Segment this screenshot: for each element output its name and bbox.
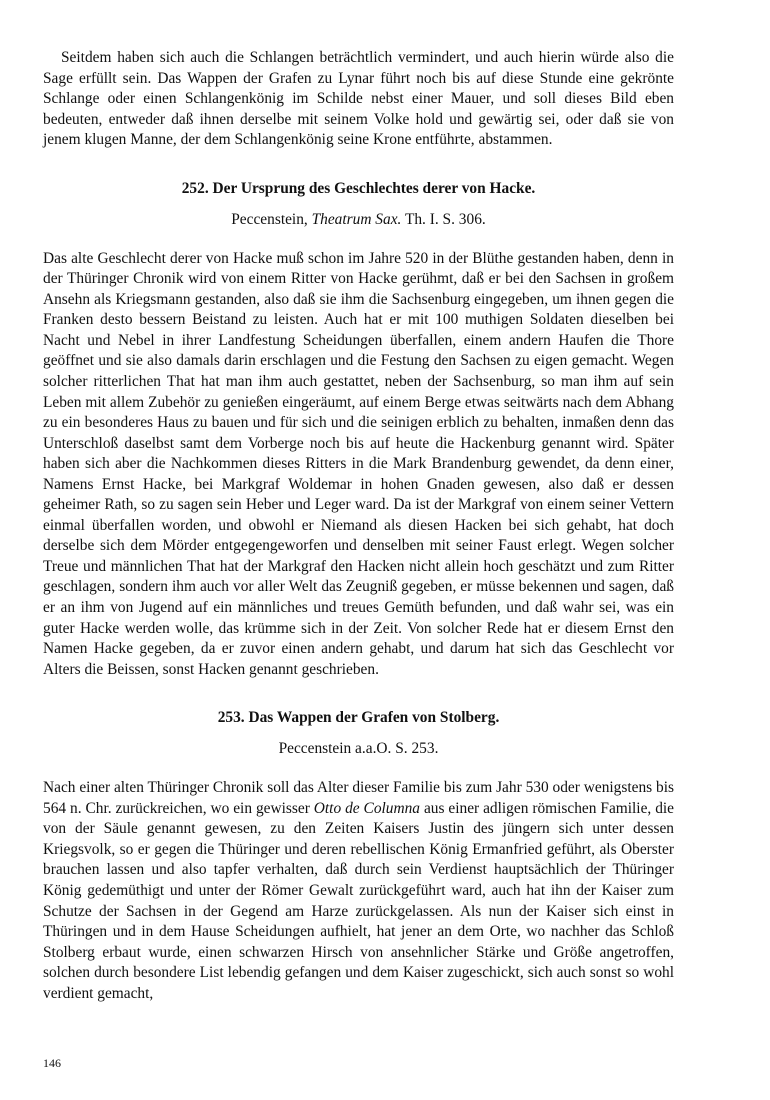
section-253-body-italic: Otto de Columna <box>313 799 420 817</box>
document-page <box>43 48 674 1004</box>
section-252-source-author: Peccenstein, <box>231 210 312 228</box>
section-253-body-part1: Nach einer alten Thüringer Chronik soll das Alter dieser Familie bis zum Jahr 530 oder wenigstens bis 564 n. Chr. zurückreichen, wo ein gewisser <box>43 779 674 817</box>
section-252-source-title: Theatrum Sax. <box>311 210 402 228</box>
section-253 <box>43 708 674 1004</box>
section-252-source <box>43 210 674 230</box>
section-253-body-part2: aus einer adligen römischen Familie, die von der Säule genannt gewesen, zu den Zeiten Kaisers Justin des jüngern sich unter dessen Kriegsvolk, so er gegen die Thüringer und deren rebellischen König Ermanfried geführt, als Oberster brauchen lassen und also tapfer verhalten, daß durch sein Verdienst hauptsächlich der Thüringer König gedemüthigt und unter der Römer Gewalt zurückgeführt ward, auch hat ihn der Kaiser zum Schutze der Sachsen in der Gegend am Harze zurückgelassen. Als nun der Kaiser sich einst in Thüringen und in dem Hause Scheidungen aufhielt, hat jener an dem Orte, wo nachher das Schloß Stolberg erbaut wurde, einen schwarzen Hirsch von ansehnlicher Stärke und Größe angetroffen, solchen durch besondere List lebendig gefangen und dem Kaiser zugeschickt, sich auch sonst so wohl verdient gemacht, <box>43 799 674 1002</box>
section-253-source: Peccenstein a.a.O. S. 253. <box>278 740 439 758</box>
page-number: 146 <box>43 1056 61 1070</box>
section-252-source-ref: Th. I. S. 306. <box>401 210 486 228</box>
intro-paragraph: Seitdem haben sich auch die Schlangen beträchtlich vermindert, und auch hierin würde also die Sage erfüllt sein. Das Wappen der Grafen zu Lynar führt noch bis auf diese Stunde eine gekrönte Schlange oder einen Schlangenkönig im Schilde nebst einer Mauer, und soll dieses Bild eben bedeuten, entweder daß ihnen derselbe mit seinem Volke hold und gewärtig sei, oder daß sie von jenem klugen Manne, der dem Schlangenkönig seine Krone entführte, abstammen. <box>43 49 674 149</box>
section-252 <box>43 179 674 680</box>
section-252-body: Das alte Geschlecht derer von Hacke muß schon im Jahre 520 in der Blüthe gestanden haben, denn in der Thüringer Chronik wird von einem Ritter von Hacke gerühmt, daß er bei den Sachsen in großem Ansehn als Kriegsmann gestanden, also daß sie ihm die Sachsenburg eingegeben, um ihnen gegen die Franken desto bessern Beistand zu leisten. Auch hat er mit 100 muthigen Soldaten dieselben bei Nacht und Nebel in ihrer Landfestung Scheidungen überfallen, einem andern Haufen die Thore geöffnet und sie also damals darin erschlagen und die Festung den Sachsen zu eigen gemacht. Wegen solcher ritterlichen That hat man ihm auch gestattet, neben der Sachsenburg, so man ihm auf sein Leben mit allem Zubehör zu genießen eingeräumt, auf einem Berge etwas seitwärts nach dem Abhang zu ein besonderes Haus zu bauen und für sich und die seinigen erblich zu behalten, inmaßen denn das Unterschloß daselbst samt dem Vorberge noch bis auf heute die Hackenburg genannt wird. Später haben sich aber die Nachkommen dieses Ritters in die Mark Brandenburg gewendet, da denn einer, Namens Ernst Hacke, bei Markgraf Woldemar in hohen Gnaden gewesen, also daß er dessen geheimer Rath, so zu sagen sein Heber und Leger ward. Da ist der Markgraf von einem seiner Vettern einmal überfallen worden, und obwohl er Niemand als diesen Hacken bei sich gehabt, hat doch derselbe sich dem Mörder entgegengeworfen und denselben mit seiner Faust erlegt. Wegen solcher Treue und männlichen That hat der Markgraf den Hacken nicht allein hoch geschätzt und zum Ritter geschlagen, sondern ihm auch vor aller Welt das Zeugniß gegeben, er müsse bekennen und sagen, daß er an ihm von Jugend auf ein männliches und treues Gemüth befunden, und daß wahr sei, was ein guter Hacke werden wolle, das krümme sich in der Zeit. Von solcher Rede hat er diesem Ernst den Namen Hacke gegeben, da er zuvor einen andern gehabt, und darum hat sich das Geschlecht vor Alters die Beissen, sonst Hacken genannt geschrieben. <box>43 249 674 678</box>
section-252-heading: 252. Der Ursprung des Geschlechtes derer von Hacke. <box>181 179 536 197</box>
section-253-heading: 253. Das Wappen der Grafen von Stolberg. <box>217 709 500 727</box>
section-253-body <box>43 778 674 1004</box>
